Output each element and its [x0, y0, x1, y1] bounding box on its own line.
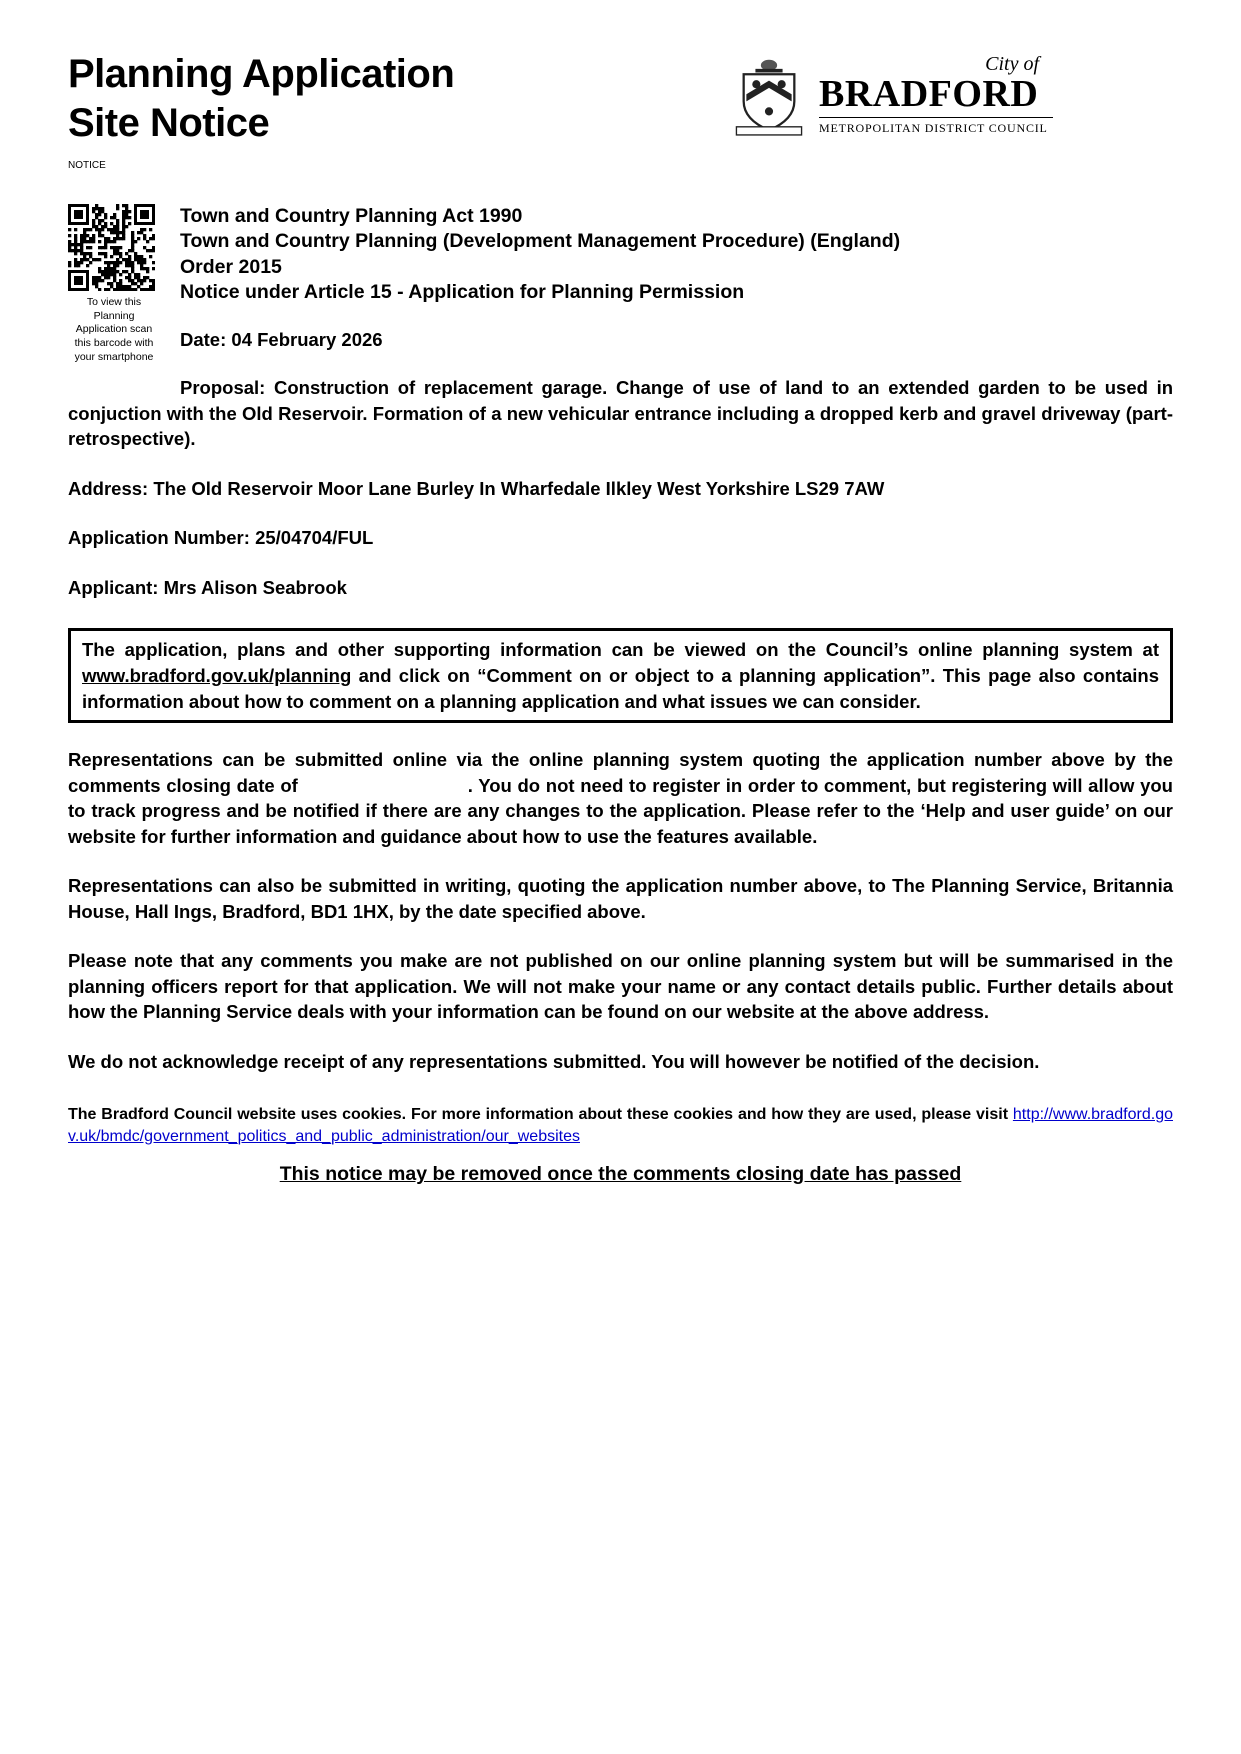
- comments-privacy-paragraph: Please note that any comments you make are not published on our online planning system but will be summarised in the planning officers report for that application. We will not make your name or any contact details public. Further details about how the Planning Service deals with your information can be found on our website at the above address.: [68, 950, 1173, 1023]
- date-value: 04 February 2026: [231, 329, 383, 351]
- qr-code: [68, 204, 155, 291]
- address-label: Address:: [68, 477, 149, 499]
- removal-notice: This notice may be removed once the comments closing date has passed: [279, 1163, 962, 1186]
- acknowledgement-paragraph: We do not acknowledge receipt of any representations submitted. You will however be notified of the decision.: [68, 1050, 1040, 1072]
- address-paragraph: [68, 476, 1173, 502]
- representations-online-after-blank: . You do not need to register in order to comment, but registering will allow you to track progress and be notified if there are any changes to the application. Please refer to the ‘Help and user guide’ on our website for further information and guidance about how to use the features available.: [68, 774, 1173, 847]
- title-line-1: Planning Application: [68, 52, 455, 96]
- header: [68, 50, 1173, 178]
- online-viewing-text-after: and click on “Comment on or object to a planning application”. This page also contains information about how to comment on a planning application and what issues we can consider.: [82, 664, 1159, 712]
- online-viewing-text-before: The application, plans and other supporting information can be viewed on the Council’s online planning system at: [82, 639, 1159, 661]
- address-value: The Old Reservoir Moor Lane Burley In Wharfedale Ilkley West Yorkshire LS29 7AW: [153, 477, 885, 499]
- applicant-label: Applicant:: [68, 576, 159, 598]
- online-viewing-box: [68, 628, 1173, 723]
- planning-portal-link[interactable]: www.bradford.gov.uk/planning: [82, 664, 352, 686]
- qr-block: [68, 204, 180, 396]
- act-heading: [68, 204, 1173, 305]
- title-line-2: Site Notice: [68, 100, 270, 145]
- bradford-logo: [731, 54, 1053, 143]
- date-line: [68, 329, 1173, 351]
- logo-subtitle: METROPOLITAN DISTRICT COUNCIL: [819, 117, 1053, 136]
- proposal-value: Construction of replacement garage. Change of use of land to an extended garden to be used in conjuction with the Old Reservoir. Formation of a new vehicular entrance including a dropped kerb and gravel driveway (part-retrospective).: [68, 377, 1174, 450]
- proposal-paragraph: [68, 375, 1173, 452]
- cookies-link[interactable]: http://www.bradford.gov.uk/bmdc/government_politics_and_public_administration/our_websites: [68, 1106, 1173, 1145]
- logo-text: [819, 54, 1053, 136]
- applicant-paragraph: [68, 575, 1173, 601]
- representations-online-paragraph: [68, 747, 1173, 849]
- notice-label: NOTICE: [68, 159, 106, 171]
- applicant-value: Mrs Alison Seabrook: [163, 576, 347, 598]
- bradford-coat-of-arms-icon: [731, 54, 807, 143]
- logo-city-of: City of: [985, 53, 1039, 75]
- act-line: Town and Country Planning Act 1990: [180, 205, 523, 227]
- act-line: Order 2015: [180, 255, 282, 278]
- application-number-paragraph: [68, 525, 1173, 551]
- act-line: Notice under Article 15 - Application for Planning Permission: [180, 281, 745, 304]
- application-number-label: Application Number:: [68, 527, 250, 549]
- representations-online-before-blank: Representations can be submitted online via the online planning system quoting the application number above by the comments closing date of: [68, 749, 1173, 796]
- cookies-paragraph: [68, 1104, 1173, 1147]
- logo-name: BRADFORD: [819, 73, 1039, 115]
- proposal-label: Proposal:: [180, 377, 266, 399]
- act-line: Town and Country Planning (Development Management Procedure) (England): [180, 230, 901, 253]
- application-number-value: 25/04704/FUL: [255, 527, 374, 549]
- date-label: Date:: [180, 329, 227, 351]
- cookies-text: The Bradford Council website uses cookies. For more information about these cookies and how they are used, please visit: [68, 1106, 1013, 1124]
- qr-caption: To view this Planning Application scan this barcode with your smartphone: [74, 296, 154, 363]
- representations-writing-paragraph: Representations can also be submitted in writing, quoting the application number above, to The Planning Service, Britannia House, Hall Ings, Bradford, BD1 1HX, by the date specified above.: [68, 875, 1173, 922]
